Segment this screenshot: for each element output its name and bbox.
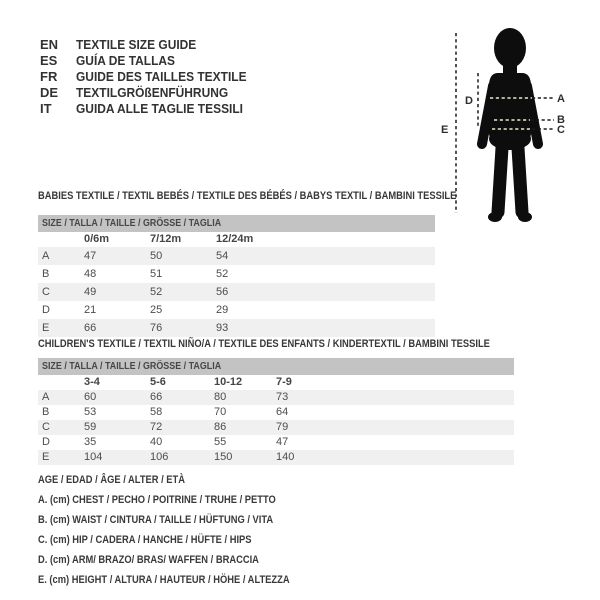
table-row-c	[38, 420, 514, 435]
size-cell: 66	[150, 391, 163, 403]
size-header-bar: SIZE / TALLA / TAILLE / GRÖSSE / TAGLIA	[38, 215, 435, 232]
size-cell: 29	[216, 304, 229, 316]
size-cell: 56	[216, 286, 229, 298]
legend-item-chest: A. (cm) CHEST / PECHO / POITRINE / TRUHE / PETTO	[38, 494, 276, 506]
measure-label-a: A	[557, 93, 565, 105]
size-cell: 25	[150, 304, 163, 316]
size-cell: 35	[84, 436, 97, 448]
lang-row-it	[40, 101, 261, 117]
size-cell: 64	[276, 406, 289, 418]
children-column-header-row	[38, 375, 514, 390]
size-cell: 72	[150, 421, 163, 433]
size-cell: 80	[214, 391, 227, 403]
children-section-title: CHILDREN'S TEXTILE / TEXTIL NIÑO/A / TEXTILE DES ENFANTS / KINDERTEXTIL / BAMBINI TESSILE	[38, 338, 490, 350]
size-cell: 52	[216, 268, 229, 280]
column-header: 10-12	[214, 376, 243, 388]
row-label: C	[42, 421, 50, 433]
babies-section-title: BABIES TEXTILE / TEXTIL BEBÉS / TEXTILE DES BÉBÉS / BABYS TEXTIL / BAMBINI TESSILE	[38, 190, 457, 202]
table-row-b	[38, 405, 514, 420]
size-cell: 48	[84, 268, 97, 280]
size-header-bar: SIZE / TALLA / TAILLE / GRÖSSE / TAGLIA	[38, 358, 514, 375]
lang-row-fr	[40, 69, 261, 85]
lang-label: GUIDE DES TAILLES TEXTILE	[76, 69, 247, 84]
row-label: E	[42, 322, 50, 334]
lang-label: TEXTILE SIZE GUIDE	[76, 37, 197, 52]
children-size-table	[38, 358, 514, 465]
lang-label: GUIDA ALLE TAGLIE TESSILI	[76, 101, 244, 116]
lang-code: DE	[40, 85, 59, 100]
lang-code: EN	[40, 37, 59, 52]
lang-code: ES	[40, 53, 58, 68]
size-cell: 47	[276, 436, 289, 448]
babies-size-table	[38, 215, 435, 337]
row-label: D	[42, 304, 50, 316]
legend-item-waist: B. (cm) WAIST / CINTURA / TAILLE / HÜFTUNG / VITA	[38, 514, 274, 526]
size-cell: 60	[84, 391, 97, 403]
table-row-d	[38, 435, 514, 450]
column-header: 3-4	[84, 376, 100, 388]
size-cell: 49	[84, 286, 97, 298]
legend-item-hip: C. (cm) HIP / CADERA / HANCHE / HÜFTE / HIPS	[38, 534, 252, 546]
size-cell: 50	[150, 250, 163, 262]
size-cell: 106	[150, 451, 169, 463]
measure-label-d: D	[465, 95, 473, 107]
row-label: D	[42, 436, 50, 448]
size-cell: 47	[84, 250, 97, 262]
size-cell: 70	[214, 406, 227, 418]
table-row-a	[38, 247, 435, 265]
column-header: 12/24m	[216, 233, 254, 245]
lang-code: FR	[40, 69, 58, 84]
column-header: 5-6	[150, 376, 166, 388]
lang-row-es	[40, 53, 261, 69]
size-cell: 55	[214, 436, 227, 448]
legend-age-line: AGE / EDAD / ÂGE / ALTER / ETÀ	[38, 474, 186, 486]
column-header: 7-9	[276, 376, 292, 388]
row-label: B	[42, 268, 50, 280]
size-cell: 54	[216, 250, 229, 262]
size-cell: 53	[84, 406, 97, 418]
row-label: E	[42, 451, 50, 463]
size-cell: 58	[150, 406, 163, 418]
size-cell: 76	[150, 322, 163, 334]
measurement-legend	[38, 470, 334, 590]
table-row-e	[38, 450, 514, 465]
size-cell: 104	[84, 451, 103, 463]
size-cell: 66	[84, 322, 97, 334]
column-header: 0/6m	[84, 233, 110, 245]
size-cell: 40	[150, 436, 163, 448]
size-cell: 73	[276, 391, 289, 403]
lang-row-de	[40, 85, 261, 101]
table-row-b	[38, 265, 435, 283]
row-label: B	[42, 406, 50, 418]
lang-label: TEXTILGRÖßENFÜHRUNG	[76, 85, 229, 100]
size-cell: 79	[276, 421, 289, 433]
babies-column-header-row	[38, 232, 435, 247]
size-cell: 59	[84, 421, 97, 433]
legend-item-arm: D. (cm) ARM/ BRAZO/ BRAS/ WAFFEN / BRACCIA	[38, 554, 259, 566]
size-cell: 140	[276, 451, 295, 463]
measure-label-e: E	[441, 124, 449, 136]
row-label: A	[42, 391, 50, 403]
lang-code: IT	[40, 101, 52, 116]
row-label: C	[42, 286, 50, 298]
size-cell: 150	[214, 451, 233, 463]
size-cell: 93	[216, 322, 229, 334]
lang-row-en	[40, 37, 261, 53]
legend-item-height: E. (cm) HEIGHT / ALTURA / HAUTEUR / HÖHE / ALTEZZA	[38, 574, 290, 586]
size-cell: 51	[150, 268, 163, 280]
measure-label-c: C	[557, 124, 565, 136]
table-row-d	[38, 301, 435, 319]
measure-label-b: B	[557, 114, 565, 126]
size-cell: 52	[150, 286, 163, 298]
size-cell: 21	[84, 304, 97, 316]
lang-label: GUÍA DE TALLAS	[76, 53, 176, 68]
column-header: 7/12m	[150, 233, 182, 245]
table-row-c	[38, 283, 435, 301]
row-label: A	[42, 250, 50, 262]
size-cell: 86	[214, 421, 227, 433]
table-row-e	[38, 319, 435, 337]
table-row-a	[38, 390, 514, 405]
language-list	[40, 37, 261, 117]
